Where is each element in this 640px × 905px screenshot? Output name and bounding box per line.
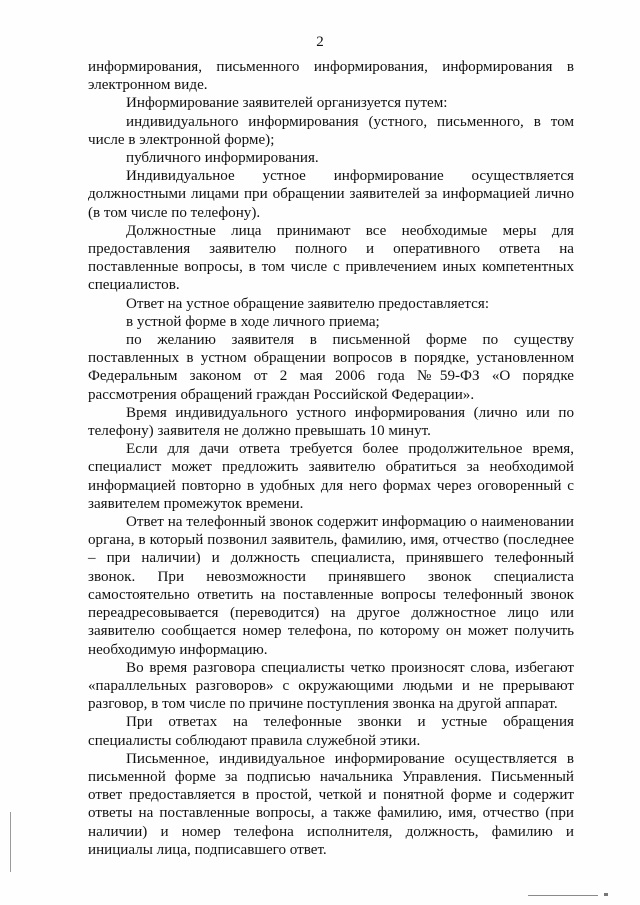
page-number: 2 xyxy=(316,34,324,50)
paragraph: Ответ на телефонный звонок содержит информацию о наименовании органа, в который позвонил заявитель, фамилию, имя, отчество (последнее – при наличии) и должность специалиста, принявшего телефонный звонок. При невозможности принявшего звонок специалиста самостоятельно ответить на поставленные вопросы телефонный звонок переадресовывается (переводится) на другое должностное лицо или заявителю сообщается номер телефона, по которому он может получить необходимую информацию. xyxy=(88,514,574,658)
paragraph: индивидуального информирования (устного, письменного, в том числе в электронной форме); xyxy=(88,113,574,148)
paragraph: Должностные лица принимают все необходимые меры для предоставления заявителю полного и оперативного ответа на поставленные вопросы, в том числе с привлечением иных компетентных специалистов. xyxy=(88,222,574,294)
paragraph: Письменное, индивидуальное информирование осуществляется в письменной форме за подписью начальника Управления. Письменный ответ предоставляется в простой, четкой и понятной форме и содержит ответы на поставленные вопросы, а также фамилию, имя, отчество (при наличии) и номер телефона исполнителя, должность, фамилию и инициалы лица, подписавшего ответ. xyxy=(88,750,574,858)
paragraph: Индивидуальное устное информирование осуществляется должностными лицами при обращении заявителей за информацией лично (в том числе по телефону). xyxy=(88,168,574,221)
paragraph: информирования, письменного информирования, информирования в электронном виде. xyxy=(88,59,574,94)
scan-artifact-dot xyxy=(604,893,608,896)
paragraph: Информирование заявителей организуется путем: xyxy=(126,95,448,112)
paragraph: Если для дачи ответа требуется более продолжительное время, специалист может предложить заявителю обратиться за необходимой информацией повторно в удобных для него формах через оговоренный с заявителем промежуток времени. xyxy=(88,441,574,512)
paragraph: в устной форме в ходе личного приема; xyxy=(126,313,380,330)
paragraph: Время индивидуального устного информирования (лично или по телефону) заявителя не должно превышать 10 минут. xyxy=(88,404,574,440)
paragraph: Ответ на устное обращение заявителю предоставляется: xyxy=(126,295,490,312)
document-body xyxy=(88,58,574,859)
paragraph: публичного информирования. xyxy=(126,150,319,167)
scan-artifact-line xyxy=(10,812,11,872)
paragraph: Во время разговора специалисты четко произносят слова, избегают «параллельных разговоров» с окружающими людьми и не прерывают разговор, в том числе по причине поступления звонка на другой аппарат. xyxy=(88,659,574,713)
paragraph: При ответах на телефонные звонки и устные обращения специалисты соблюдают правила служебной этики. xyxy=(88,714,574,749)
paragraph: по желанию заявителя в письменной форме по существу поставленных в устном обращении вопросов в порядке, установленном Федеральным законом от 2 мая 2006 года №59-ФЗ «О порядке рассмотрения обращений граждан Российской Федерации». xyxy=(88,332,574,403)
scan-artifact-line xyxy=(528,895,598,896)
